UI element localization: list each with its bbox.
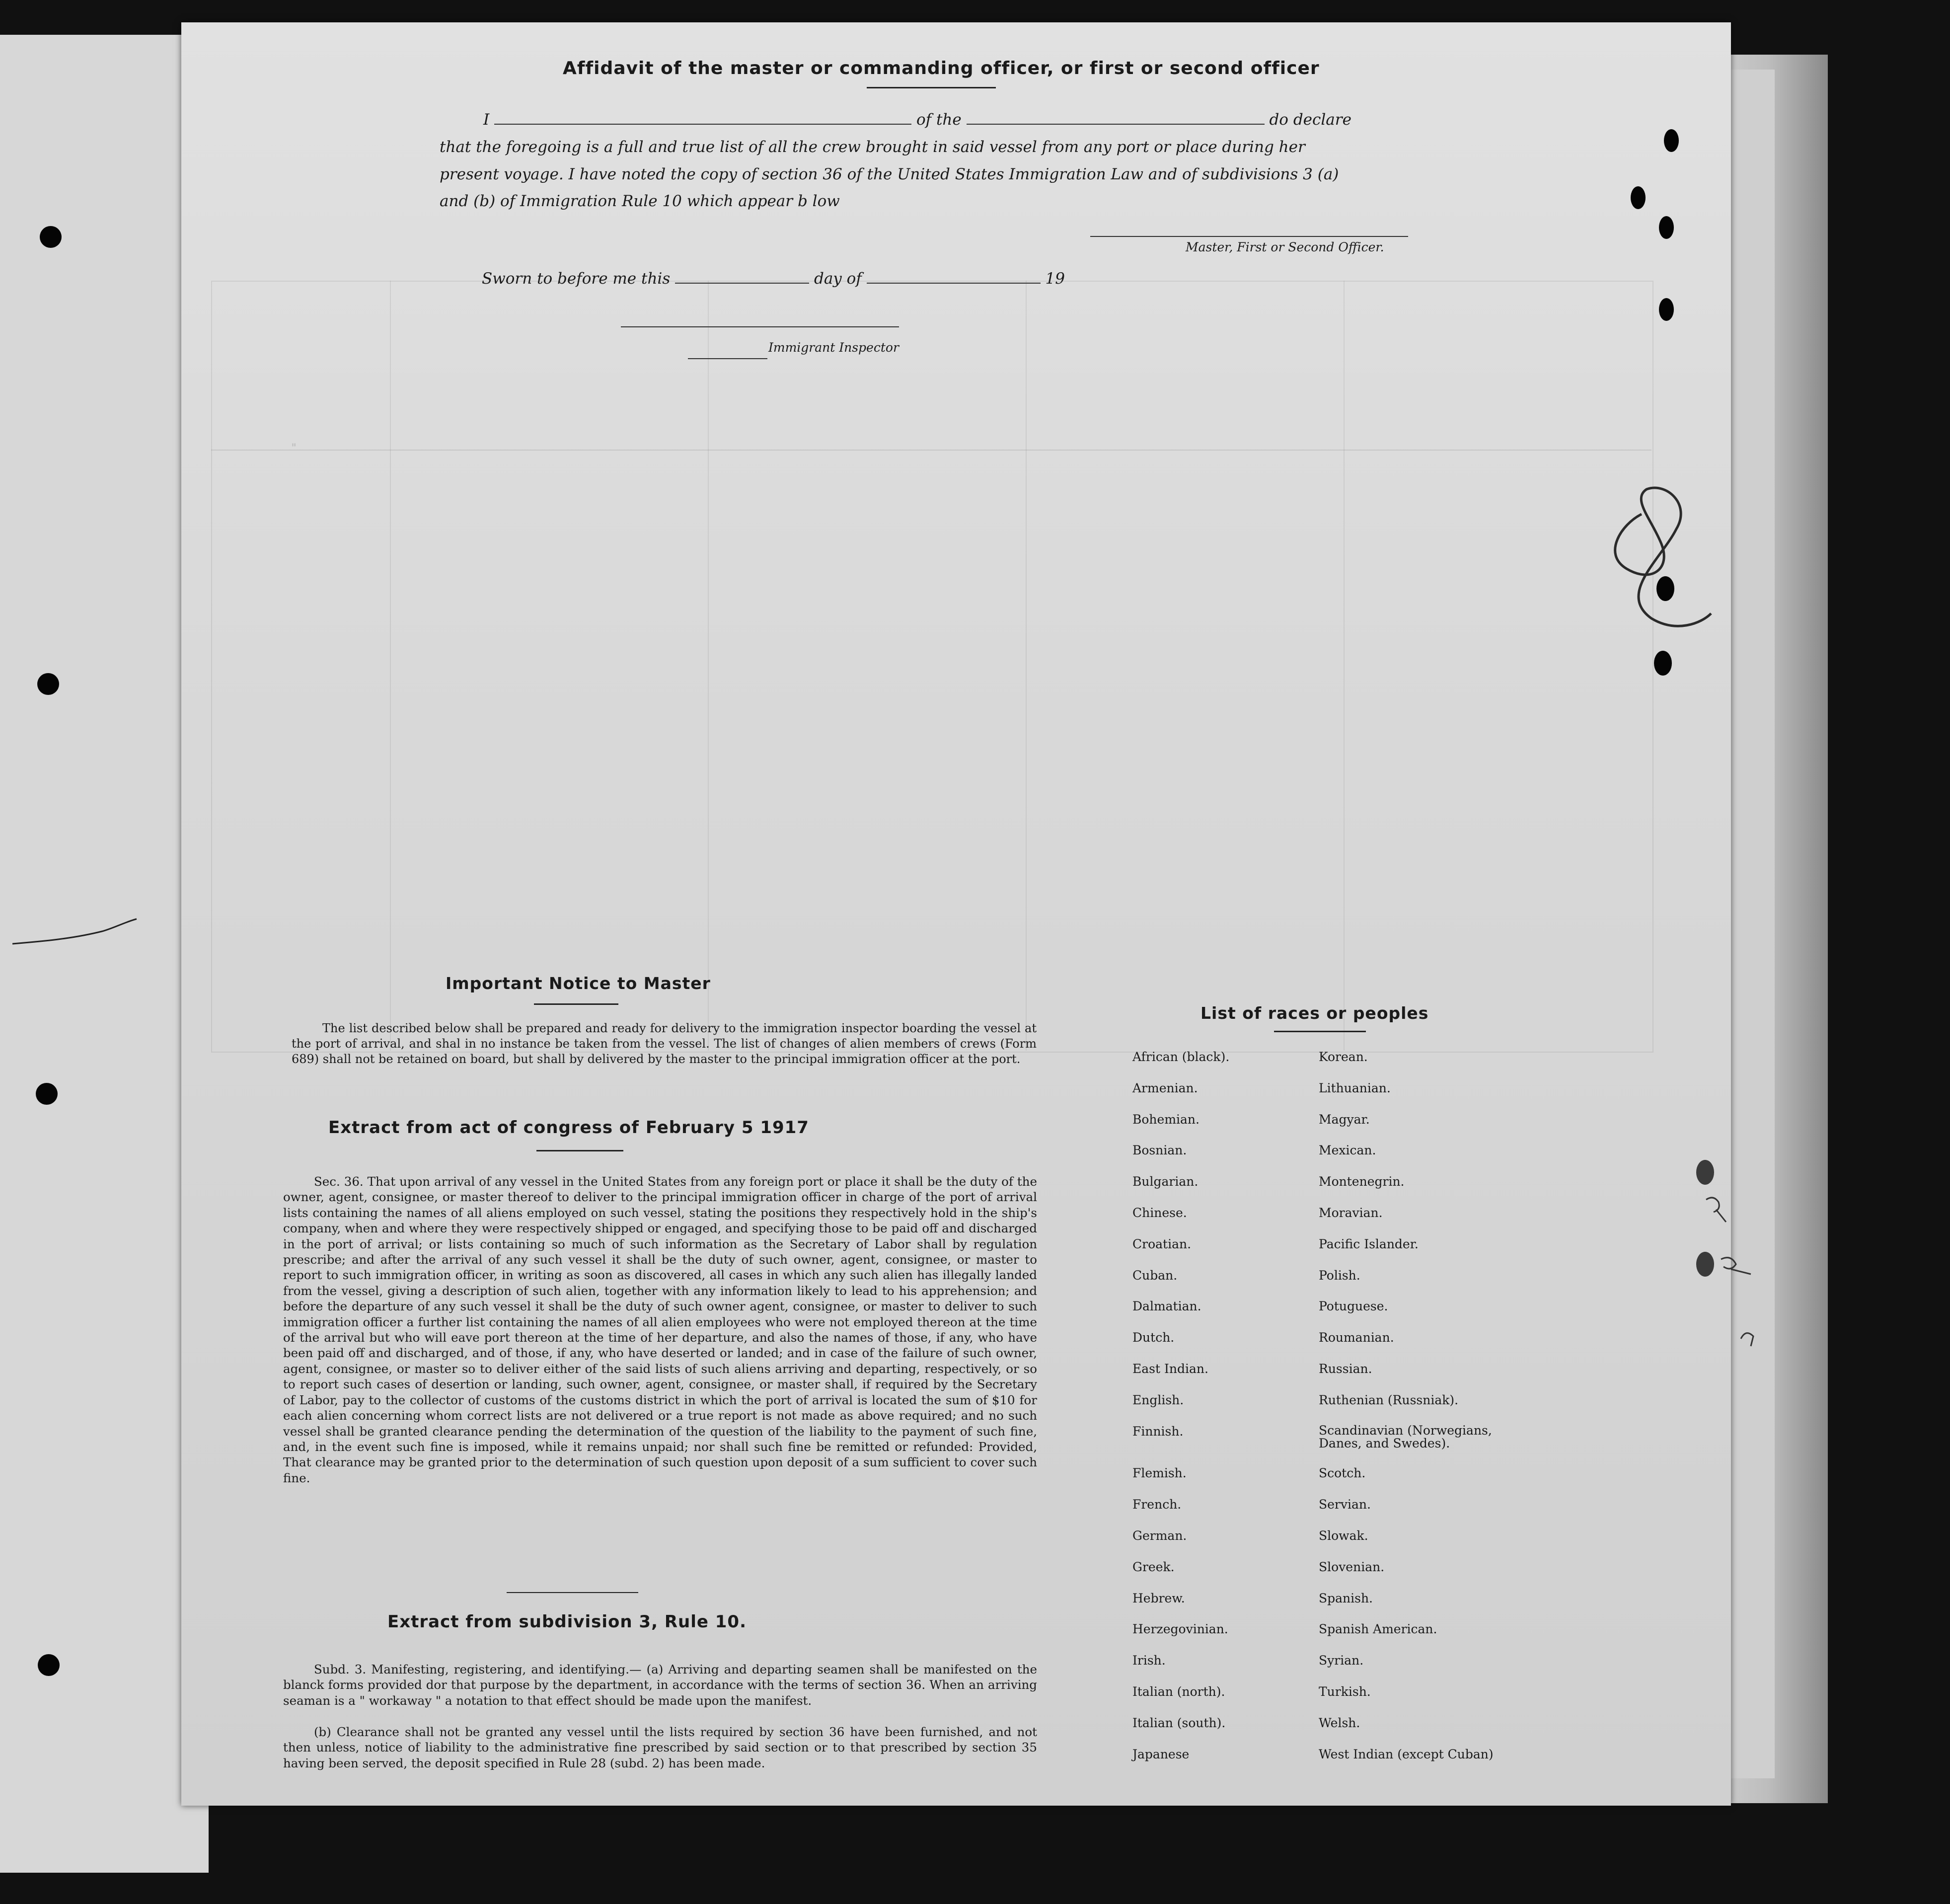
race-item: Dalmatian. <box>1132 1299 1201 1314</box>
race-item: Bosnian. <box>1132 1143 1187 1158</box>
race-item: Herzegovinian. <box>1132 1622 1228 1637</box>
pencil-flourish-icon <box>12 916 142 951</box>
race-item: Italian (south). <box>1132 1715 1226 1730</box>
race-item: Chinese. <box>1132 1206 1187 1220</box>
notice-underline <box>534 1003 618 1005</box>
bleedthrough-grid <box>708 281 709 1051</box>
officer-signature-line[interactable] <box>1090 236 1408 237</box>
sworn-prefix: Sworn to before me this <box>482 270 671 288</box>
race-item: English. <box>1132 1392 1184 1407</box>
pencil-mark-icon <box>1572 484 1721 653</box>
races-heading: List of races or peoples <box>1200 1003 1429 1023</box>
race-item: Bohemian. <box>1132 1112 1200 1127</box>
race-item: Potuguese. <box>1319 1299 1388 1314</box>
officer-caption: Master, First or Second Officer. <box>1186 240 1384 254</box>
left-background-sheet <box>0 35 209 1873</box>
race-item: East Indian. <box>1132 1362 1208 1376</box>
sworn-year: 19 <box>1045 270 1065 288</box>
race-item: Roumanian. <box>1319 1330 1394 1345</box>
affidavit-line-1 <box>483 111 1351 129</box>
sworn-month-field[interactable] <box>867 270 1041 284</box>
pencil-scribble-icon <box>1701 1190 1766 1364</box>
races-underline <box>1274 1031 1366 1032</box>
inspector-signature-line-2 <box>688 358 767 359</box>
bleedthrough-row: " <box>291 442 1850 455</box>
race-item: Slowak. <box>1319 1528 1368 1543</box>
affidavit-i: I <box>483 111 490 129</box>
race-item: Turkish. <box>1319 1684 1371 1699</box>
race-item: Hebrew. <box>1132 1591 1185 1605</box>
punch-hole-icon <box>1664 129 1679 152</box>
race-item: Servian. <box>1319 1497 1371 1512</box>
bleedthrough-grid <box>211 281 1653 1053</box>
binder-hole-icon <box>37 673 59 695</box>
race-item: Montenegrin. <box>1319 1174 1405 1189</box>
race-item: Magyar. <box>1319 1112 1370 1127</box>
race-item: French. <box>1132 1497 1182 1512</box>
race-item: German. <box>1132 1528 1187 1543</box>
name-field[interactable] <box>494 111 911 125</box>
race-item: Russian. <box>1319 1362 1372 1376</box>
race-item: Pacific Islander. <box>1319 1236 1419 1251</box>
punch-hole-icon <box>1654 651 1672 676</box>
race-item: Armenian. <box>1132 1080 1198 1095</box>
affidavit-declare: do declare <box>1269 111 1351 129</box>
race-item: Scandinavian (Norwegians, Danes, and Swedes). <box>1319 1423 1492 1450</box>
race-item: Spanish American. <box>1319 1622 1437 1637</box>
punch-hole-icon <box>1696 1160 1714 1185</box>
manifest-page <box>181 22 1850 1806</box>
rule-para-b: (b) Clearance shall not be granted any vessel until the lists required by section 36 have been furnished, and not then unless, notice of liability to the administrative fine prescribed by said section or to that prescribed by section 35 having been served, the deposit specified in Rule 28 (subd. 2) has been made. <box>283 1725 1037 1770</box>
race-item: Cuban. <box>1132 1268 1178 1283</box>
race-item: African (black). <box>1132 1050 1230 1064</box>
heading-underline <box>867 87 996 88</box>
bleedthrough-grid <box>390 281 391 1051</box>
race-item: Slovenian. <box>1319 1559 1385 1574</box>
race-item: Scotch. <box>1319 1466 1366 1481</box>
race-item: Greek. <box>1132 1559 1175 1574</box>
race-item: Croatian. <box>1132 1236 1192 1251</box>
race-item: Lithuanian. <box>1319 1080 1391 1095</box>
sworn-day-field[interactable] <box>675 270 809 284</box>
section-divider <box>507 1592 638 1593</box>
rule-heading: Extract from subdivision 3, Rule 10. <box>387 1612 747 1632</box>
race-item: Dutch. <box>1132 1330 1175 1345</box>
affidavit-heading: Affidavit of the master or commanding officer, or first or second officer <box>563 58 1320 78</box>
affidavit-of-the: of the <box>916 111 962 129</box>
race-item: Bulgarian. <box>1132 1174 1199 1189</box>
race-item: Italian (north). <box>1132 1684 1225 1699</box>
race-item: Syrian. <box>1319 1653 1364 1668</box>
notice-text: The list described below shall be prepared and ready for delivery to the immigration inspector boarding the vessel at the port of arrival, and shal in no instance be taken from the vessel. The list of changes of alien members of crews (Form 689) shall not be retained on board, but shall by delivered by the master to the principal immigration officer at the port. <box>292 1021 1037 1066</box>
inspector-caption: Immigrant Inspector <box>768 340 899 355</box>
punch-hole-icon <box>1631 186 1646 209</box>
race-item: Irish. <box>1132 1653 1166 1668</box>
affidavit-line-3: present voyage. I have noted the copy of section 36 of the United States Immigration Law and of subdivisions 3 (a) <box>440 165 1339 183</box>
race-item: Flemish. <box>1132 1466 1187 1481</box>
race-item: Welsh. <box>1319 1715 1360 1730</box>
race-item: West Indian (except Cuban) <box>1319 1747 1494 1761</box>
punch-hole-icon <box>1659 216 1674 239</box>
act-text: Sec. 36. That upon arrival of any vessel in the United States from any foreign port or place it shall be the duty of the owner, agent, consignee, or master thereof to deliver to the principal immigration officer in charge of the port of arrival lists containing the names of all aliens employed on such vessel, stating the positions they respectively hold in the ship's company, when and where they were respectively shipped or engaged, and specifying those to be paid off and discharged in the port of arrival; or lists containing so much of such information as the Secretary of Labor shall by regulation prescribe; and after the arrival of any such vessel it shall be the duty of such owner, agent, consignee, or master to report to such immigration officer, in writing as soon as discovered, all cases in which any such alien has illegally landed from the vessel, giving a description of such alien, together with any information likely to lead to his apprehension; and before the departure of any such vessel it shall be the duty of such owner agent, consignee, or master to deliver to such immigration officer a further list containing the names of all alien employees who were not employed thereon at the time of the arrival but who will eave port thereon at the time of her departure, and also the names of those, if any, who have been paid off and discharged, and of those, if any, who have deserted or landed; and in case of the failure of such owner, agent, consignee, or master so to deliver either of the said lists of such aliens arriving and departing, respectively, or so to report such cases of desertion or landing, such owner, agent, consignee, or master shall, if required by the Secretary of Labor, pay to the collector of customs of the customs district in which the port of arrival is located the sum of $10 for each alien concerning whom correct lists are not delivered or a true report is not made as above required; and no such vessel shall be granted clearance pending the determination of the question of the liability to the payment of such fine, and, in the event such fine is imposed, while it remains unpaid; nor shall such fine be remitted or refunded: Provided, That clearance may be granted prior to the determination of such question upon deposit of a sum sufficient to cover such fine. <box>283 1174 1037 1485</box>
sworn-day-of: day of <box>814 270 862 288</box>
sworn-line <box>482 270 1065 288</box>
bleedthrough-grid <box>1344 281 1345 1051</box>
race-item: Ruthenian (Russniak). <box>1319 1392 1459 1407</box>
binder-hole-icon <box>36 1083 58 1105</box>
act-heading: Extract from act of congress of February 5 1917 <box>328 1118 809 1138</box>
affidavit-line-2: that the foregoing is a full and true list of all the crew brought in said vessel from any port or place during her <box>440 138 1305 156</box>
bleedthrough-grid <box>1026 281 1027 1051</box>
binder-hole-icon <box>38 1654 60 1676</box>
rule-para-a: Subd. 3. Manifesting, registering, and identifying.— (a) Arriving and departing seamen shall be manifested on the blanck forms provided dor that purpose by the department, in accordance with the terms of section 36. When an arriving seaman is a " workaway " a notation to that effect should be made upon the manifest. <box>283 1662 1037 1708</box>
punch-hole-icon <box>1659 298 1674 321</box>
act-underline <box>536 1150 623 1151</box>
race-item: Mexican. <box>1319 1143 1376 1158</box>
notice-heading: Important Notice to Master <box>446 974 711 993</box>
race-item: Finnish. <box>1132 1424 1184 1439</box>
race-item: Korean. <box>1319 1050 1368 1064</box>
race-item: Moravian. <box>1319 1206 1383 1220</box>
vessel-field[interactable] <box>967 111 1265 125</box>
inspector-signature-line[interactable] <box>621 326 899 327</box>
race-item: Spanish. <box>1319 1591 1373 1605</box>
race-item: Polish. <box>1319 1268 1360 1283</box>
affidavit-line-4: and (b) of Immigration Rule 10 which appear b low <box>440 192 840 210</box>
race-item: Japanese <box>1132 1747 1190 1761</box>
binder-hole-icon <box>40 226 62 248</box>
